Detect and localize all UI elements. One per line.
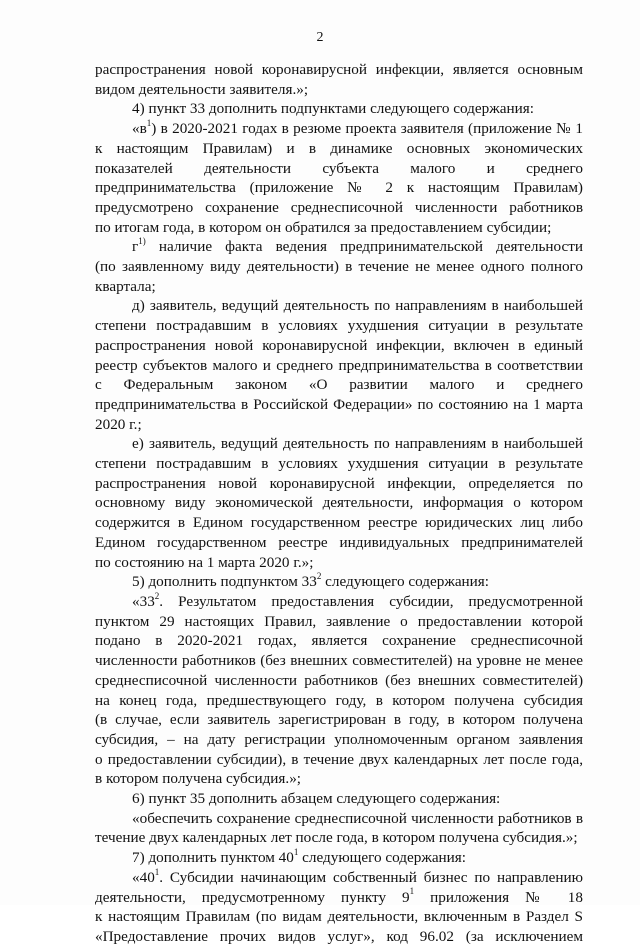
text-line	[95, 159, 583, 179]
text-line	[95, 730, 583, 750]
text-line	[95, 553, 583, 573]
text-line	[95, 809, 583, 829]
text-line	[95, 198, 583, 218]
text-run: к настоящим Правилам (по видам деятельности, включенным в Раздел S	[95, 908, 583, 926]
text-line	[95, 434, 583, 454]
text-run: 6) пункт 35 дополнить абзацем следующего содержания:	[132, 790, 501, 808]
text-run: распространения новой коронавирусной инфекции, включен в единый	[95, 336, 583, 354]
text-line	[95, 612, 583, 632]
text-line	[95, 631, 583, 651]
text-run: (по заявленному виду деятельности) в течение не менее одного полного	[95, 258, 583, 276]
text-run: . Результатом предоставления субсидии, предусмотренной	[159, 592, 583, 610]
text-line	[95, 474, 583, 494]
text-line	[95, 80, 583, 100]
text-run: предпринимательства в Российской Федерации» по состоянию на 1 марта	[95, 395, 583, 413]
text-run: по итогам года, в котором он обратился за предоставлением субсидии;	[95, 218, 552, 236]
text-run: 7) дополнить пунктом 40	[132, 849, 294, 867]
text-line	[95, 572, 583, 592]
text-run: «Предоставление прочих видов услуг», код 96.02 (за исключением	[95, 927, 583, 945]
text-line	[95, 907, 583, 927]
text-run: степени пострадавшим в условиях ухудшения ситуации в результате	[95, 455, 583, 473]
text-run: 5) дополнить подпунктом 33	[132, 573, 317, 591]
text-run: «в	[132, 120, 147, 138]
superscript: 1)	[138, 236, 146, 247]
text-line	[95, 336, 583, 356]
text-run: в котором получена субсидия.»;	[95, 770, 302, 788]
text-run: реестр субъектов малого и среднего предпринимательства в соответствии	[95, 356, 583, 374]
text-run: содержится в Едином государственном реестре юридических лиц либо	[95, 514, 583, 532]
text-run: предусмотрено сохранение среднесписочной численности работников	[95, 198, 583, 216]
text-run: среднесписочной численности работников (без внешних совместителей)	[95, 671, 583, 689]
text-run: предпринимательства (приложение № 2 к настоящим Правилам)	[95, 179, 583, 197]
text-run: 4) пункт 33 дополнить подпунктами следующего содержания:	[132, 100, 534, 118]
text-run: . Субсидии начинающим собственный бизнес по направлению	[159, 868, 583, 886]
text-run: е) заявитель, ведущий деятельность по направлениям в наибольшей	[132, 435, 583, 453]
text-line	[95, 691, 583, 711]
text-run: субсидия, – на дату регистрации уполномоченным органом заявления	[95, 730, 583, 748]
text-run: г	[132, 238, 139, 256]
text-line	[95, 828, 583, 848]
text-line	[95, 750, 583, 770]
text-line	[95, 356, 583, 376]
text-run: «обеспечить сохранение среднесписочной численности работников в	[132, 809, 583, 827]
text-run: (в случае, если заявитель зарегистрирован в году, в котором получена	[95, 711, 583, 729]
document-body	[95, 60, 583, 947]
text-run: Едином государственном реестре индивидуальных предпринимателей	[95, 533, 583, 551]
text-line	[95, 178, 583, 198]
text-line	[95, 769, 583, 789]
text-run: основному виду экономической деятельности, информация о котором	[95, 494, 583, 512]
superscript: 2	[154, 590, 160, 601]
text-line	[95, 789, 583, 809]
text-run: степени пострадавшим в условиях ухудшения ситуации в результате	[95, 317, 583, 335]
text-run: подано в 2020-2021 годах, является сохранение среднесписочной	[95, 632, 583, 650]
text-line	[95, 60, 583, 80]
text-run: видом деятельности заявителя.»;	[95, 80, 309, 98]
text-line	[95, 533, 583, 553]
text-line	[95, 375, 583, 395]
text-line	[95, 927, 583, 947]
text-run: течение двух календарных лет после года, в котором получена субсидия.»;	[95, 829, 578, 847]
page-number: 2	[316, 30, 324, 45]
text-run: приложения № 18	[414, 888, 583, 906]
text-line	[95, 119, 583, 139]
text-line	[95, 277, 583, 297]
text-line	[95, 513, 583, 533]
text-line	[95, 671, 583, 691]
text-line	[95, 592, 583, 612]
text-line	[95, 99, 583, 119]
text-run: численности работников (без внешних совместителей) на уровне не менее	[95, 652, 583, 670]
text-line	[95, 710, 583, 730]
text-line	[95, 415, 583, 435]
text-run: «40	[132, 868, 155, 886]
text-line	[95, 237, 583, 257]
text-line	[95, 848, 583, 868]
text-run: ) в 2020-2021 годах в резюме проекта заявителя (приложение № 1	[151, 120, 583, 138]
text-line	[95, 296, 583, 316]
superscript: 2	[316, 571, 322, 582]
text-run: распространения новой коронавирусной инфекции, является основным	[95, 61, 583, 78]
text-line	[95, 218, 583, 238]
text-line	[95, 493, 583, 513]
text-run: к настоящим Правилам) и в динамике основных экономических	[95, 139, 583, 157]
text-run: распространения новой коронавирусной инфекции, определяется по	[95, 474, 583, 492]
text-run: пунктом 29 настоящих Правил, заявление о предоставлении которой	[95, 612, 583, 630]
text-run: квартала;	[95, 277, 156, 295]
text-run: следующего содержания:	[298, 849, 467, 867]
text-line	[95, 868, 583, 888]
text-run: на конец года, предшествующего году, в котором получена субсидия	[95, 691, 583, 709]
text-line	[95, 395, 583, 415]
text-line	[95, 888, 583, 908]
text-line	[95, 316, 583, 336]
text-run: с Федеральным законом «О развитии малого и среднего	[95, 376, 583, 394]
text-run: показателей деятельности субъекта малого и среднего	[95, 159, 583, 177]
text-line	[95, 454, 583, 474]
text-run: по состоянию на 1 марта 2020 г.»;	[95, 553, 314, 571]
text-run: 2020 г.;	[95, 415, 142, 433]
superscript: 1	[154, 866, 160, 877]
text-run: «33	[132, 592, 155, 610]
text-line	[95, 651, 583, 671]
superscript: 1	[146, 118, 152, 129]
text-run: наличие факта ведения предпринимательской деятельности	[145, 238, 583, 256]
text-run: деятельности, предусмотренному пункту 9	[95, 888, 410, 906]
superscript: 1	[409, 886, 415, 897]
text-run: следующего содержания:	[321, 573, 490, 591]
text-run: о предоставлении субсидии), в течение двух календарных лет после года,	[95, 750, 583, 768]
text-line	[95, 257, 583, 277]
text-run: д) заявитель, ведущий деятельность по направлениям в наибольшей	[132, 297, 583, 315]
superscript: 1	[293, 847, 299, 858]
text-line	[95, 139, 583, 159]
